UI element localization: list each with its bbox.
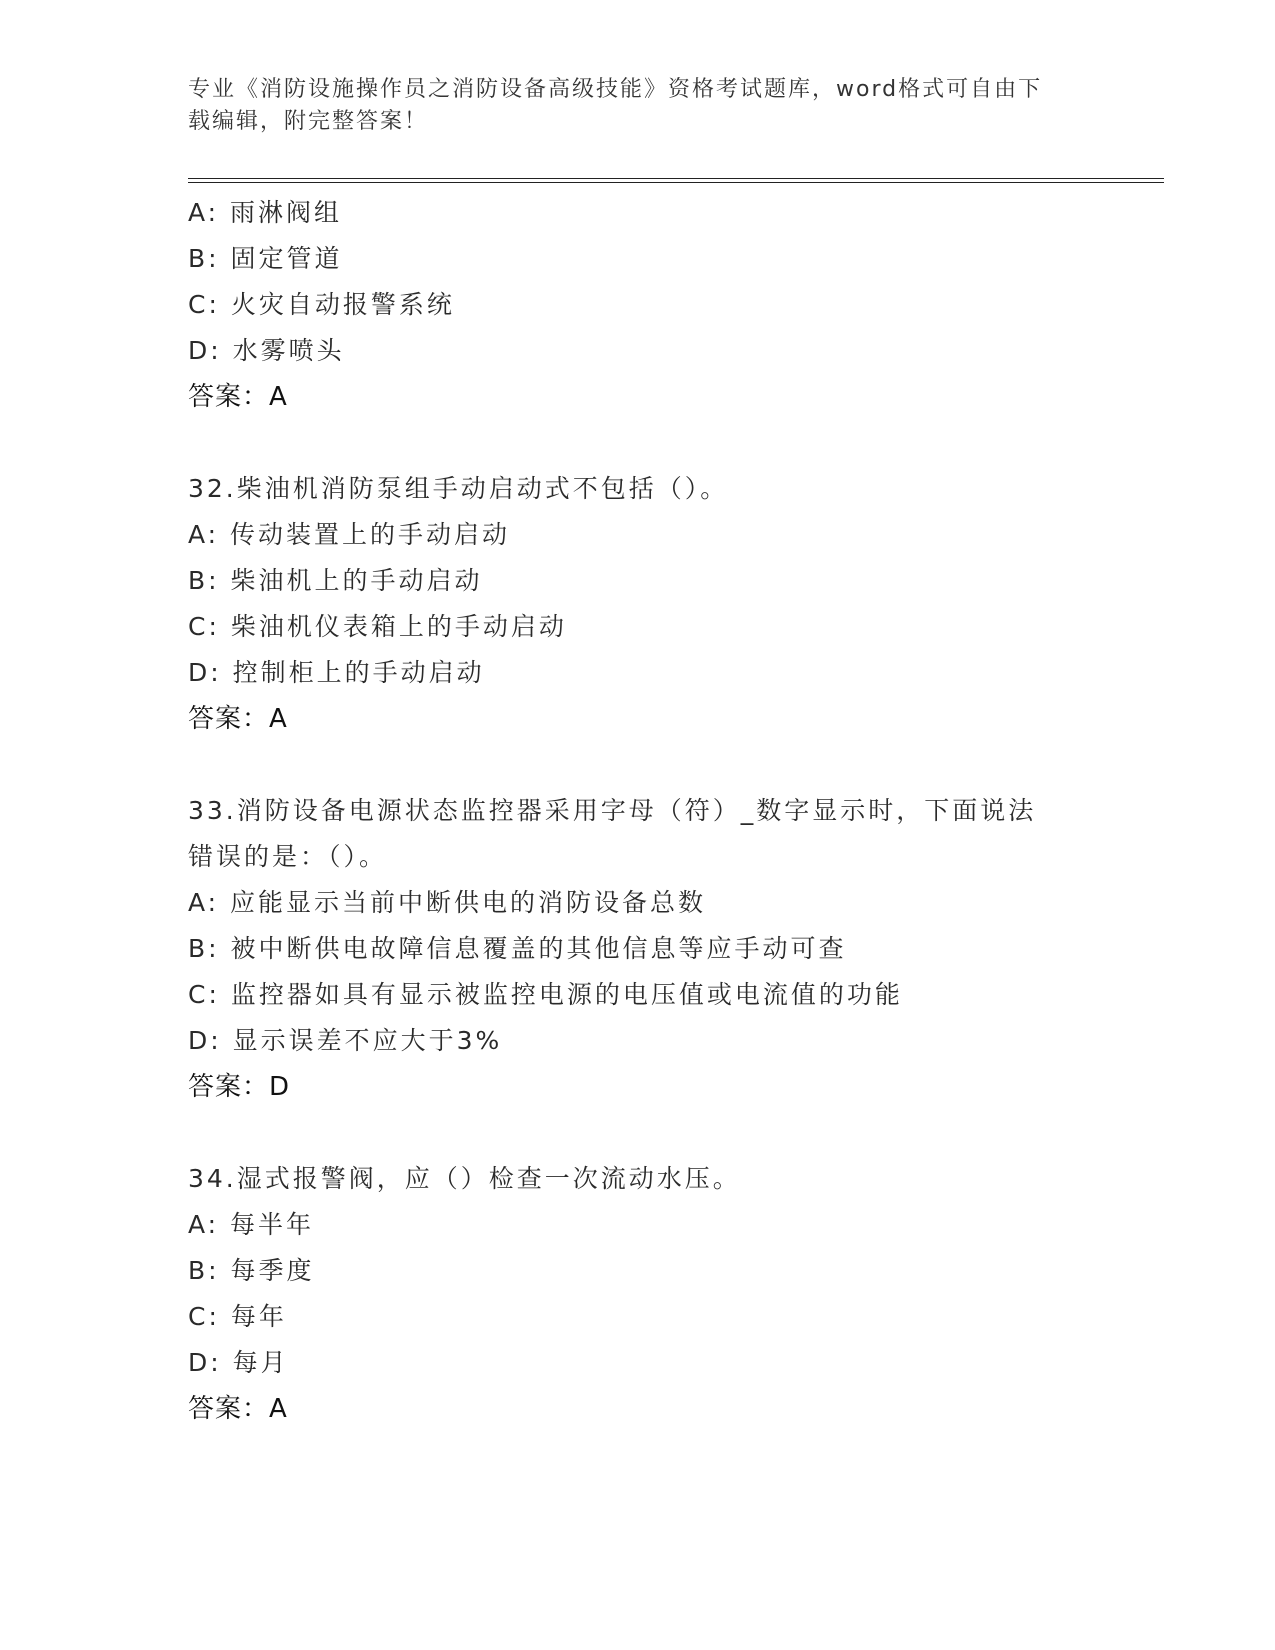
option-c: C: 火灾自动报警系统	[188, 290, 455, 319]
spacer	[188, 1110, 1164, 1156]
option-d: D: 控制柜上的手动启动	[188, 658, 485, 687]
option-a: A: 雨淋阀组	[188, 198, 343, 227]
header-divider-bottom	[188, 182, 1164, 183]
question-text: 32.柴油机消防泵组手动启动式不包括（）。	[188, 474, 729, 503]
question-text: 34.湿式报警阀，应（）检查一次流动水压。	[188, 1164, 741, 1193]
answer-line: 答案：A	[188, 382, 288, 412]
question-32	[188, 466, 1164, 742]
question-text: 33.消防设备电源状态监控器采用字母（符）_数字显示时，下面说法	[188, 796, 1037, 825]
option-c: C: 监控器如具有显示被监控电源的电压值或电流值的功能	[188, 980, 903, 1009]
spacer	[188, 420, 1164, 466]
answer-line: 答案：D	[188, 1072, 291, 1102]
document-header	[188, 74, 1078, 138]
option-c: C: 每年	[188, 1302, 287, 1331]
question-33	[188, 788, 1164, 1110]
question-content	[188, 190, 1164, 1432]
option-a: A: 每半年	[188, 1210, 315, 1239]
option-a: A: 应能显示当前中断供电的消防设备总数	[188, 888, 707, 917]
option-a: A: 传动装置上的手动启动	[188, 520, 511, 549]
question-31-continuation	[188, 190, 1164, 420]
option-d: D: 水雾喷头	[188, 336, 345, 365]
option-b: B: 固定管道	[188, 244, 343, 273]
spacer	[188, 742, 1164, 788]
option-b: B: 每季度	[188, 1256, 315, 1285]
question-34	[188, 1156, 1164, 1432]
question-text-continued: 错误的是：（）。	[188, 842, 388, 871]
option-d: D: 显示误差不应大于3%	[188, 1026, 503, 1055]
option-b: B: 柴油机上的手动启动	[188, 566, 483, 595]
option-c: C: 柴油机仪表箱上的手动启动	[188, 612, 567, 641]
header-line-2: 载编辑，附完整答案！	[188, 109, 429, 134]
answer-line: 答案：A	[188, 1394, 288, 1424]
option-b: B: 被中断供电故障信息覆盖的其他信息等应手动可查	[188, 934, 847, 963]
header-line-1: 专业《消防设施操作员之消防设备高级技能》资格考试题库，word格式可自由下	[188, 77, 1043, 102]
answer-line: 答案：A	[188, 704, 288, 734]
option-d: D: 每月	[188, 1348, 289, 1377]
header-divider-top	[188, 178, 1164, 179]
